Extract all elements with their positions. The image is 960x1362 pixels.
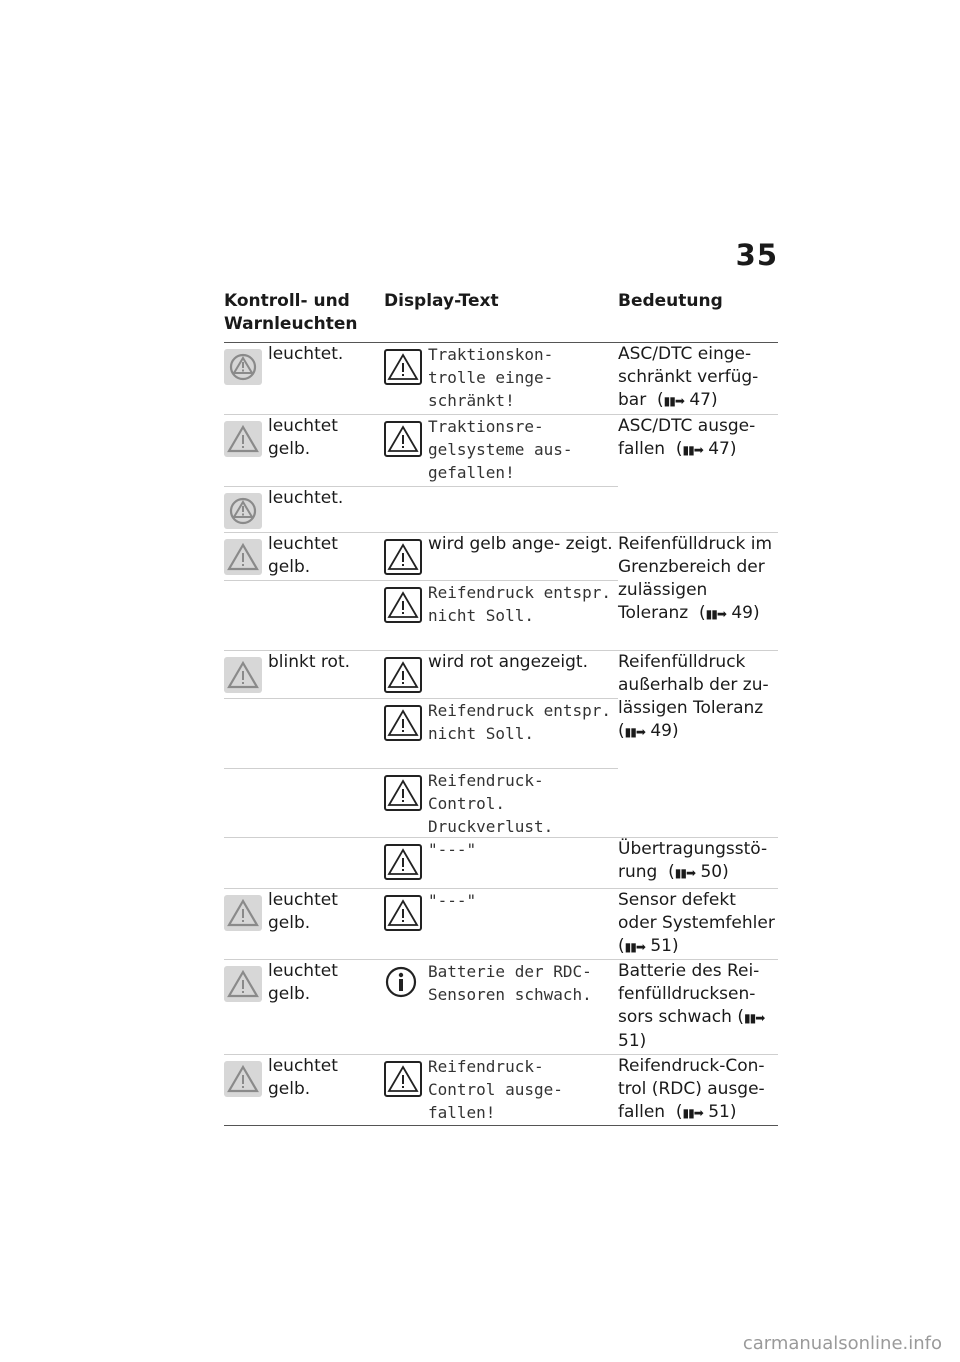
meaning-text: Übertragungsstö- rung (▮▮➡ 50): [618, 839, 768, 882]
lamp-status: blinkt rot.: [268, 652, 351, 672]
table-row: [224, 889, 778, 960]
page-ref: 51): [650, 936, 679, 956]
table-row: [224, 533, 778, 651]
meaning-text: Sensor defekt oder Systemfehler (▮▮➡ 51): [618, 890, 775, 956]
table-row: [224, 1055, 778, 1126]
display-text: wird rot angezeigt.: [428, 652, 589, 672]
warning-triangle-icon: [384, 587, 422, 623]
table-row: [224, 415, 778, 533]
warning-triangle-icon: [224, 421, 262, 457]
meaning-label: Reifenfülldruck außerhalb der zu- lässigen Toleranz: [618, 652, 769, 718]
arrow-icon: ▮▮➡: [682, 1106, 703, 1120]
page-ref: 51): [708, 1102, 737, 1122]
display-text: Reifendruck- Control ausge- fallen!: [428, 1057, 563, 1122]
arrow-icon: ▮▮➡: [743, 1011, 765, 1025]
header-display: Display-Text: [384, 291, 499, 311]
warning-triangle-icon: [384, 895, 422, 931]
info-icon: [384, 966, 422, 1002]
warning-triangle-icon: [384, 775, 422, 811]
display-text: "---": [428, 891, 477, 910]
arrow-icon: ▮▮➡: [705, 607, 726, 621]
arrow-icon: ▮▮➡: [624, 725, 645, 739]
asc-dtc-icon: [224, 493, 262, 529]
warning-triangle-icon: [384, 844, 422, 880]
warning-triangle-icon: [224, 966, 262, 1002]
display-text: wird gelb ange- zeigt.: [428, 534, 613, 554]
display-text: Traktionskon- trolle einge- schränkt!: [428, 345, 554, 410]
display-text: Reifendruck entspr. nicht Soll.: [428, 583, 612, 625]
display-text: Batterie der RDC- Sensoren schwach.: [428, 962, 592, 1004]
lamp-status: leuchtet.: [268, 344, 344, 364]
meaning-text: ASC/DTC ausge- fallen (▮▮➡ 47): [618, 416, 756, 459]
meaning-text: ASC/DTC einge- schränkt verfüg- bar (▮▮➡ 47): [618, 344, 759, 410]
lamp-status: leuchtet.: [268, 488, 344, 508]
arrow-icon: ▮▮➡: [682, 443, 703, 457]
warning-triangle-icon: [384, 349, 422, 385]
page-ref: 50): [700, 862, 729, 882]
display-text: Reifendruck- Control. Druckverlust.: [428, 771, 554, 836]
page-ref: 47): [689, 390, 718, 410]
lamp-status: leuchtet gelb.: [268, 961, 338, 1004]
warning-triangle-icon: [224, 657, 262, 693]
warning-triangle-icon: [384, 705, 422, 741]
watermark[interactable]: carmanualsonline.info: [742, 1333, 942, 1354]
indicator-table: [224, 290, 778, 1126]
meaning-text: Reifendruck-Con- trol (RDC) ausge- fallen (▮▮➡ 51): [618, 1056, 765, 1122]
meaning-label: Sensor defekt oder Systemfehler: [618, 890, 775, 933]
table-row: [224, 838, 778, 889]
warning-triangle-icon: [384, 539, 422, 575]
warning-triangle-icon: [384, 421, 422, 457]
header-lamp: Kontroll- und Warnleuchten: [224, 291, 358, 334]
meaning-label: Übertragungsstö- rung: [618, 839, 768, 882]
meaning-label: Batterie des Rei- fenfülldrucksen- sors schwach: [618, 961, 760, 1027]
lamp-status: leuchtet gelb.: [268, 534, 338, 577]
lamp-status: leuchtet gelb.: [268, 890, 338, 933]
table-row: [224, 651, 778, 838]
page-ref: 47): [708, 439, 737, 459]
meaning-text: Reifenfülldruck im Grenzbereich der zulässigen Toleranz (▮▮➡ 49): [618, 534, 773, 623]
table-header: [224, 290, 778, 343]
header-meaning: Bedeutung: [618, 291, 723, 311]
meaning-label: Reifenfülldruck im Grenzbereich der zulässigen Toleranz: [618, 534, 773, 623]
display-text: Traktionsre- gelsysteme aus- gefallen!: [428, 417, 573, 482]
meaning-label: ASC/DTC ausge- fallen: [618, 416, 756, 459]
meaning-text: Batterie des Rei- fenfülldrucksen- sors schwach (▮▮➡ 51): [618, 961, 765, 1051]
arrow-icon: ▮▮➡: [663, 394, 684, 408]
table-row: [224, 343, 778, 415]
table-row: [224, 960, 778, 1055]
asc-dtc-icon: [224, 349, 262, 385]
warning-triangle-icon: [384, 657, 422, 693]
meaning-label: Reifendruck-Con- trol (RDC) ausge- fallen: [618, 1056, 765, 1122]
meaning-text: Reifenfülldruck außerhalb der zu- lässigen Toleranz (▮▮➡ 49): [618, 652, 769, 741]
warning-triangle-icon: [224, 895, 262, 931]
warning-triangle-icon: [224, 1061, 262, 1097]
page-ref: 49): [650, 721, 679, 741]
warning-triangle-icon: [224, 539, 262, 575]
display-text: Reifendruck entspr. nicht Soll.: [428, 701, 612, 743]
meaning-label: ASC/DTC einge- schränkt verfüg- bar: [618, 344, 759, 410]
warning-triangle-icon: [384, 1061, 422, 1097]
lamp-status: leuchtet gelb.: [268, 1056, 338, 1099]
page-ref: 49): [731, 603, 760, 623]
page-number: 35: [735, 238, 778, 272]
page-ref: 51): [618, 1031, 647, 1051]
display-text: "---": [428, 840, 477, 859]
arrow-icon: ▮▮➡: [624, 940, 645, 954]
lamp-status: leuchtet gelb.: [268, 416, 338, 459]
arrow-icon: ▮▮➡: [674, 866, 696, 880]
